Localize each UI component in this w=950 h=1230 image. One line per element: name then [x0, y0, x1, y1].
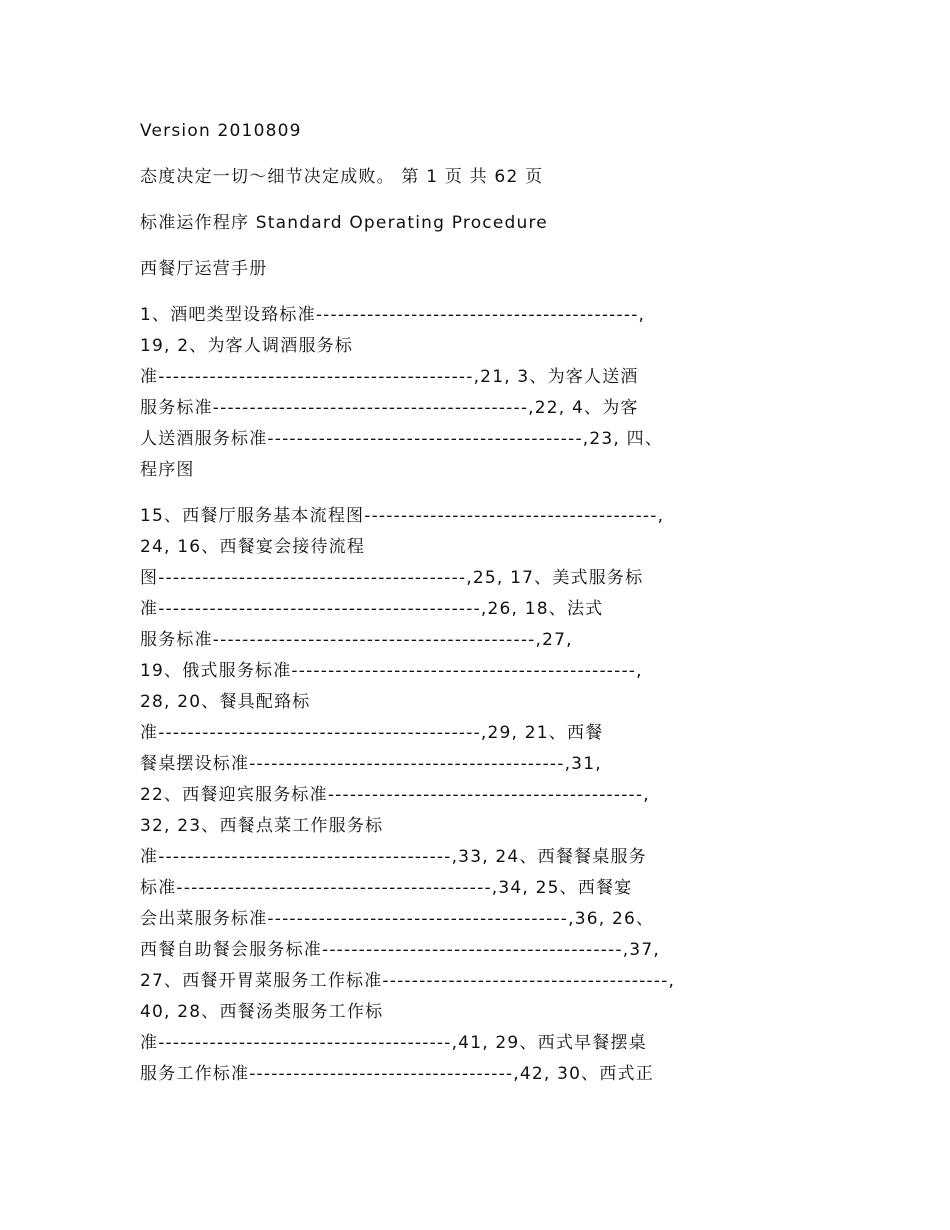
- toc-line: 服务标准-------------------------------------------,22, 4、为客: [140, 398, 639, 418]
- toc-line: 27、西餐开胃菜服务工作标准---------------------------------------,: [140, 971, 676, 991]
- toc-line: 15、西餐厅服务基本流程图----------------------------------------,: [140, 506, 665, 526]
- toc-line: 西餐自助餐会服务标准-----------------------------------------,37,: [140, 940, 660, 960]
- toc-line: 19、俄式服务标准-----------------------------------------------,: [140, 661, 643, 681]
- manual-title: 西餐厅运营手册: [140, 259, 268, 279]
- toc-line: 标准-------------------------------------------,34, 25、西餐宴: [140, 878, 633, 898]
- toc-line: 准--------------------------------------------,26, 18、法式: [140, 599, 604, 619]
- subtitle-line: 标准运作程序 Standard Operating Procedure: [140, 213, 548, 233]
- motto-page-line: 态度决定一切～细节决定成败。 第 1 页 共 62 页: [140, 167, 544, 187]
- toc-line: 28, 20、餐具配臵标: [140, 692, 311, 712]
- document-content: [140, 116, 830, 1090]
- toc-line: 餐桌摆设标准-------------------------------------------,31,: [140, 754, 602, 774]
- toc-line: 40, 28、西餐汤类服务工作标: [140, 1002, 384, 1022]
- toc-line: 准----------------------------------------,41, 29、西式早餐摆桌: [140, 1033, 647, 1053]
- toc-line: 准--------------------------------------------,29, 21、西餐: [140, 723, 604, 743]
- toc-line: 服务工作标准------------------------------------,42, 30、西式正: [140, 1064, 654, 1084]
- toc-line: 服务标准--------------------------------------------,27,: [140, 630, 573, 650]
- toc-line: 程序图: [140, 460, 195, 480]
- block-spacer: [140, 486, 830, 501]
- toc-line: 准----------------------------------------,33, 24、西餐餐桌服务: [140, 847, 647, 867]
- toc-line: 会出菜服务标准-----------------------------------------,36, 26、: [140, 909, 655, 929]
- toc-block-2: [140, 501, 830, 1090]
- toc-line: 22、西餐迎宾服务标准-------------------------------------------,: [140, 785, 650, 805]
- toc-line: 准-------------------------------------------,21, 3、为客人送酒: [140, 367, 639, 387]
- toc-line: 图------------------------------------------,25, 17、美式服务标: [140, 568, 644, 588]
- toc-block-1: [140, 300, 830, 486]
- toc-line: 1、酒吧类型设臵标准--------------------------------------------,: [140, 305, 646, 325]
- toc-line: 19, 2、为客人调酒服务标: [140, 336, 354, 356]
- toc-line: 人送酒服务标准-------------------------------------------,23, 四、: [140, 429, 664, 449]
- version-line: Version 2010809: [140, 121, 302, 141]
- toc-line: 24, 16、西餐宴会接待流程: [140, 537, 366, 557]
- toc-line: 32, 23、西餐点菜工作服务标: [140, 816, 384, 836]
